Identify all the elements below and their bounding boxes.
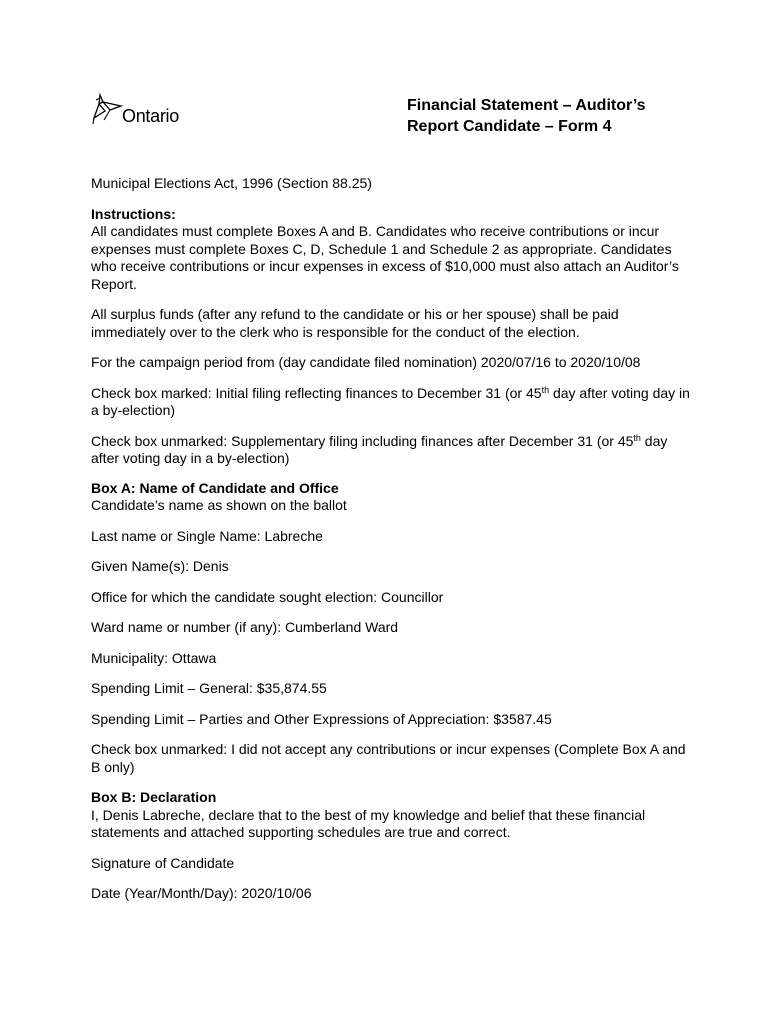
document-body [91,175,691,903]
act-reference: Municipal Elections Act, 1996 (Section 88.25) [91,175,372,191]
given-names: Given Name(s): Denis [91,558,229,574]
campaign-period: For the campaign period from (day candidate filed nomination) 2020/07/16 to 2020/10/08 [91,354,641,370]
surplus-funds-text: All surplus funds (after any refund to the candidate or his or her spouse) shall be paid immediately over to the clerk who is responsible for the conduct of the election. [91,306,619,340]
supplementary-filing-checkbox-text: Check box unmarked: Supplementary filing including finances after December 31 (or 45th day after voting day in a by-election) [91,432,668,466]
box-b-heading: Box B: Declaration [91,789,217,805]
instructions-text: All candidates must complete Boxes A and B. Candidates who receive contributions or incur expenses must complete Boxes C, D, Schedule 1 and Schedule 2 as appropriate. Candidates who receive contributions or incur expenses in excess of $10,000 must also attach an Auditor’s Report. [91,223,679,292]
initial-filing-checkbox-text: Check box marked: Initial filing reflecting finances to December 31 (or 45th day after voting day in a by-election) [91,384,690,418]
last-name: Last name or Single Name: Labreche [91,527,323,544]
no-contributions-checkbox-text: Check box unmarked: I did not accept any contributions or incur expenses (Complete Box A and B only) [91,741,686,775]
spending-limit-general: Spending Limit – General: $35,874.55 [91,680,327,696]
declaration-text: I, Denis Labreche, declare that to the best of my knowledge and belief that these financial statements and attached supporting schedules are true and correct. [91,806,646,840]
office-sought: Office for which the candidate sought election: Councillor [91,588,444,605]
box-a-subheading: Candidate’s name as shown on the ballot [91,497,347,513]
ontario-logo [90,92,200,132]
ward: Ward name or number (if any): Cumberland Ward [91,619,399,635]
municipality: Municipality: Ottawa [91,649,217,666]
instructions-heading: Instructions: [91,205,176,222]
trillium-icon [90,92,124,128]
title-line-1: Financial Statement – Auditor’s [407,97,646,114]
box-a-heading: Box A: Name of Candidate and Office [91,479,339,496]
signature-label: Signature of Candidate [91,854,235,871]
title-line-2: Report Candidate – Form 4 [407,118,612,135]
logo-wordmark: Ontario [122,106,179,126]
declaration-date: Date (Year/Month/Day): 2020/10/06 [91,885,312,901]
page-title [407,95,707,137]
spending-limit-parties: Spending Limit – Parties and Other Expressions of Appreciation: $3587.45 [91,710,552,727]
